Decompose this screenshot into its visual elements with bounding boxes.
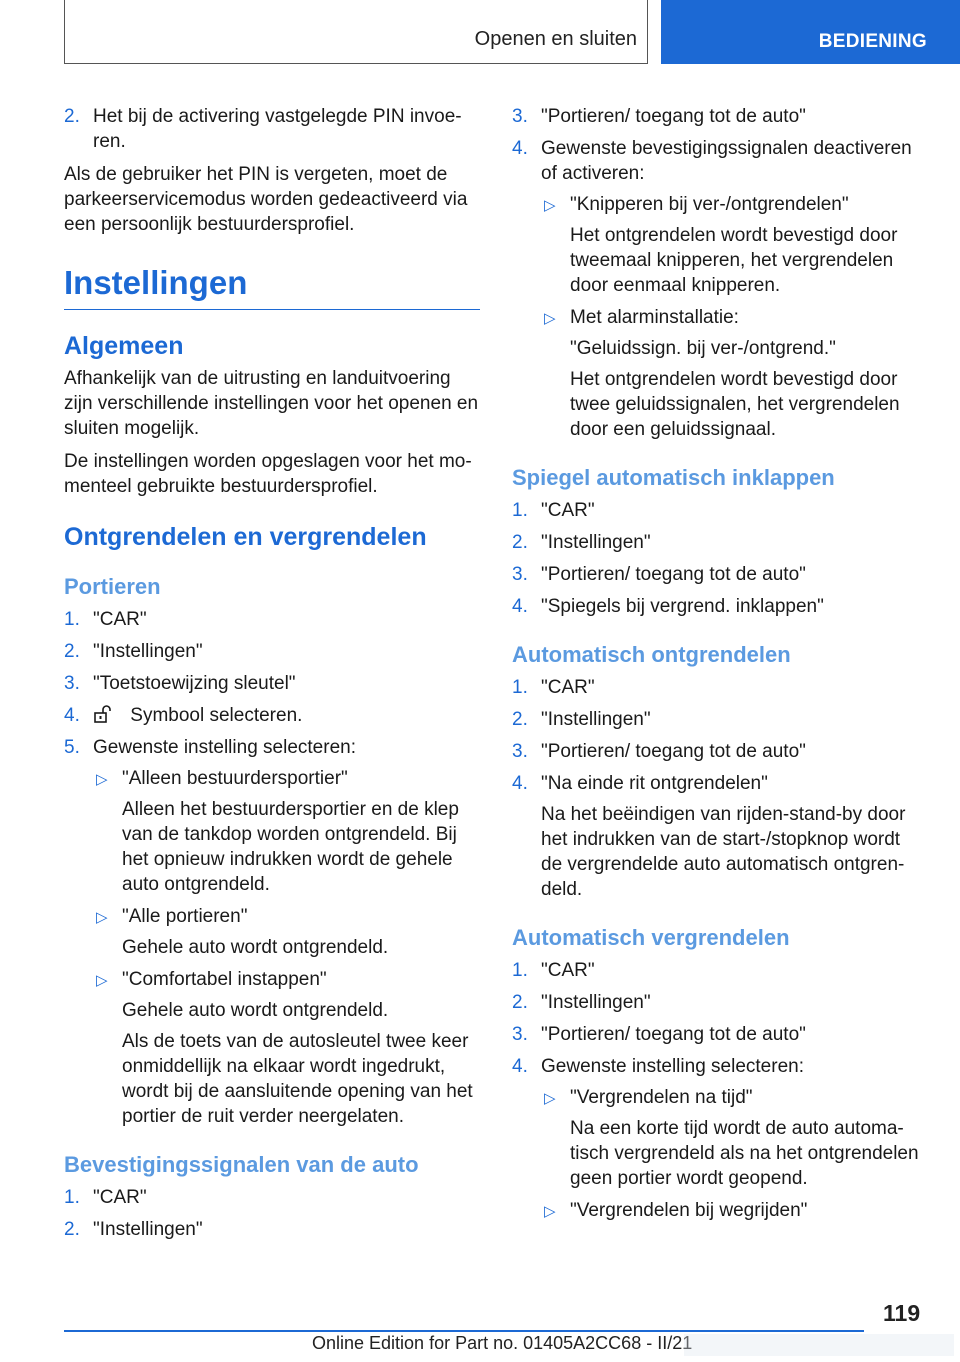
step-number: 3. — [512, 564, 528, 585]
list-item — [512, 1054, 924, 1223]
right-column — [512, 104, 924, 1223]
step-text: "Instellingen" — [541, 709, 651, 730]
step-number: 3. — [64, 673, 80, 694]
auto-lock-options — [541, 1085, 924, 1223]
list-item — [64, 639, 480, 664]
step-text: Gewenste instelling selecteren: — [93, 737, 356, 758]
option-description-extra: Het ontgrendelen wordt bevestigd door twee geluidssignalen, het vergrendelen door een geluidssignaal. — [570, 369, 900, 440]
option-item — [541, 1198, 924, 1223]
page-number: 119 — [883, 1300, 921, 1326]
step-text: Gewenste bevestigingssignalen deactiveren of activeren: — [541, 138, 912, 184]
step-text: "CAR" — [93, 1187, 147, 1208]
step-text: "CAR" — [93, 609, 147, 630]
triangle-right-icon: ▷ — [544, 197, 556, 214]
watermark-logo — [684, 1330, 954, 1360]
option-item — [541, 192, 924, 298]
step-number: 4. — [512, 596, 528, 617]
doors-options — [93, 766, 480, 1129]
step-number: 4. — [64, 705, 80, 726]
option-item — [93, 967, 480, 1129]
list-item — [64, 104, 480, 154]
option-item — [93, 766, 480, 897]
option-description: Het ontgrendelen wordt bevestigd door tweemaal knipperen, het vergrendelen door eenmaal knipperen. — [570, 225, 898, 296]
triangle-right-icon: ▷ — [544, 1090, 556, 1107]
option-description: Gehele auto wordt ontgrendeld. — [122, 1000, 389, 1021]
list-item — [512, 136, 924, 442]
header-chapter-tab[interactable]: BEDIENING — [661, 0, 960, 64]
mirror-steps — [512, 498, 924, 619]
step-number: 4. — [512, 773, 528, 794]
left-column — [64, 104, 480, 1242]
step-number: 1. — [512, 677, 528, 698]
heading-portieren: Portieren — [64, 574, 161, 599]
step-number: 2. — [64, 106, 80, 127]
triangle-right-icon: ▷ — [544, 1203, 556, 1220]
triangle-right-icon: ▷ — [544, 310, 556, 327]
option-description: Gehele auto wordt ontgrendeld. — [122, 937, 389, 958]
step-text: "Portieren/ toegang tot de auto" — [541, 564, 806, 585]
step-number: 1. — [64, 1187, 80, 1208]
list-item — [64, 735, 480, 1129]
heading-automatisch-ontgrendelen: Automatisch ontgrendelen — [512, 642, 791, 667]
triangle-right-icon: ▷ — [96, 972, 108, 989]
step-number: 1. — [64, 609, 80, 630]
option-item — [541, 305, 924, 442]
list-item — [512, 1022, 924, 1047]
footer-edition-text: Online Edition for Part no. 01405A2CC68 - II/21 — [312, 1333, 693, 1353]
step-text: "CAR" — [541, 500, 595, 521]
header-section-title: Openen en sluiten — [474, 28, 637, 50]
option-label: Met alarminstallatie: — [570, 307, 739, 328]
list-item — [512, 594, 924, 619]
confirm-options — [541, 192, 924, 442]
list-item — [64, 1185, 480, 1210]
option-description-extra: Als de toets van de autosleutel twee keer onmiddellijk na elkaar wordt ingedrukt, wordt bij de aansluitende opening van het portier de ruit verder neergelaten. — [122, 1031, 473, 1127]
heading-algemeen: Algemeen — [64, 332, 184, 360]
heading-bevestigingssignalen: Bevestigingssignalen van de auto — [64, 1152, 419, 1177]
step-text: "Instellingen" — [541, 532, 651, 553]
option-label: "Vergrendelen na tijd" — [570, 1087, 753, 1108]
general-paragraph-1: Afhankelijk van de uitrusting en landuitvoering zijn verschillende instellingen voor het openen en sluiten mogelijk. — [64, 368, 479, 439]
triangle-right-icon: ▷ — [96, 909, 108, 926]
confirm-steps — [64, 1185, 480, 1242]
step-text: "Instellingen" — [541, 992, 651, 1013]
step-text: "CAR" — [541, 677, 595, 698]
doors-steps — [64, 607, 480, 1129]
intro-paragraph: Als de gebruiker het PIN is vergeten, moet de parkeerservicemodus worden gedeactiveerd via een persoonlijk bestuurdersprofiel. — [64, 164, 468, 235]
step-number: 3. — [512, 1024, 528, 1045]
list-item — [512, 707, 924, 732]
step-description: Na het beëindigen van rijden-stand-by door het indrukken van de start-/stopknop wordt de vergrendelde auto automatisch ontgrendeld. — [541, 804, 906, 900]
step-text: "Portieren/ toegang tot de auto" — [541, 1024, 806, 1045]
list-item — [512, 530, 924, 555]
list-item — [512, 562, 924, 587]
option-description: Alleen het bestuurdersportier en de klep van de tankdop worden ontgrendeld. Bij het opnieuw indrukken wordt de gehele auto ontgrendeld. — [122, 799, 459, 895]
list-item — [512, 739, 924, 764]
header-section-box — [64, 0, 648, 64]
step-number: 2. — [512, 532, 528, 553]
step-text: Gewenste instelling selecteren: — [541, 1056, 804, 1077]
intro-steps — [64, 104, 480, 154]
step-text: "CAR" — [541, 960, 595, 981]
list-item — [512, 675, 924, 700]
confirm-steps-continued — [512, 104, 924, 442]
list-item — [512, 104, 924, 129]
step-text: "Spiegels bij vergrend. inklappen" — [541, 596, 824, 617]
auto-unlock-steps — [512, 675, 924, 902]
list-item — [512, 771, 924, 902]
list-item — [64, 1217, 480, 1242]
step-number: 2. — [64, 641, 80, 662]
list-item — [512, 990, 924, 1015]
heading-automatisch-vergrendelen: Automatisch vergrendelen — [512, 925, 790, 950]
unlock-icon — [93, 704, 113, 724]
step-text: Symbool selecteren. — [130, 705, 303, 726]
list-item — [64, 671, 480, 696]
step-text: "Toetstoewijzing sleutel" — [93, 673, 296, 694]
step-number: 1. — [512, 960, 528, 981]
list-item — [64, 703, 480, 728]
step-text: "Portieren/ toegang tot de auto" — [541, 741, 806, 762]
heading-ontgrendelen-vergrendelen: Ontgrendelen en vergrendelen — [64, 523, 427, 551]
option-label: "Knipperen bij ver-/ontgrendelen" — [570, 194, 849, 215]
step-text: "Instellingen" — [93, 1219, 203, 1240]
auto-lock-steps — [512, 958, 924, 1223]
heading-spiegel-inklappen: Spiegel automatisch inklappen — [512, 465, 835, 490]
section-title-instellingen: Instellingen — [64, 263, 480, 310]
step-number: 3. — [512, 106, 528, 127]
step-text: "Na einde rit ontgrendelen" — [541, 773, 768, 794]
step-number: 4. — [512, 138, 528, 159]
triangle-right-icon: ▷ — [96, 771, 108, 788]
option-label: "Alle portieren" — [122, 906, 248, 927]
option-item — [93, 904, 480, 960]
step-text: "Instellingen" — [93, 641, 203, 662]
step-number: 2. — [512, 992, 528, 1013]
option-label: "Vergrendelen bij wegrijden" — [570, 1200, 808, 1221]
list-item — [512, 498, 924, 523]
step-number: 2. — [512, 709, 528, 730]
option-description: Na een korte tijd wordt de auto automatisch vergrendeld als na het ontgrendelen geen portier wordt geopend. — [570, 1118, 919, 1189]
list-item — [64, 607, 480, 632]
step-text: Het bij de activering vastgelegde PIN invoeren. — [93, 106, 462, 152]
option-item — [541, 1085, 924, 1191]
step-number: 3. — [512, 741, 528, 762]
general-paragraph-2: De instellingen worden opgeslagen voor het momenteel gebruikte bestuurdersprofiel. — [64, 451, 472, 497]
step-number: 5. — [64, 737, 80, 758]
step-text: "Portieren/ toegang tot de auto" — [541, 106, 806, 127]
list-item — [512, 958, 924, 983]
option-description: "Geluidssign. bij ver-/ontgrend." — [570, 338, 836, 359]
option-label: "Comfortabel instappen" — [122, 969, 327, 990]
option-label: "Alleen bestuurdersportier" — [122, 768, 348, 789]
step-number: 4. — [512, 1056, 528, 1077]
step-number: 2. — [64, 1219, 80, 1240]
step-number: 1. — [512, 500, 528, 521]
